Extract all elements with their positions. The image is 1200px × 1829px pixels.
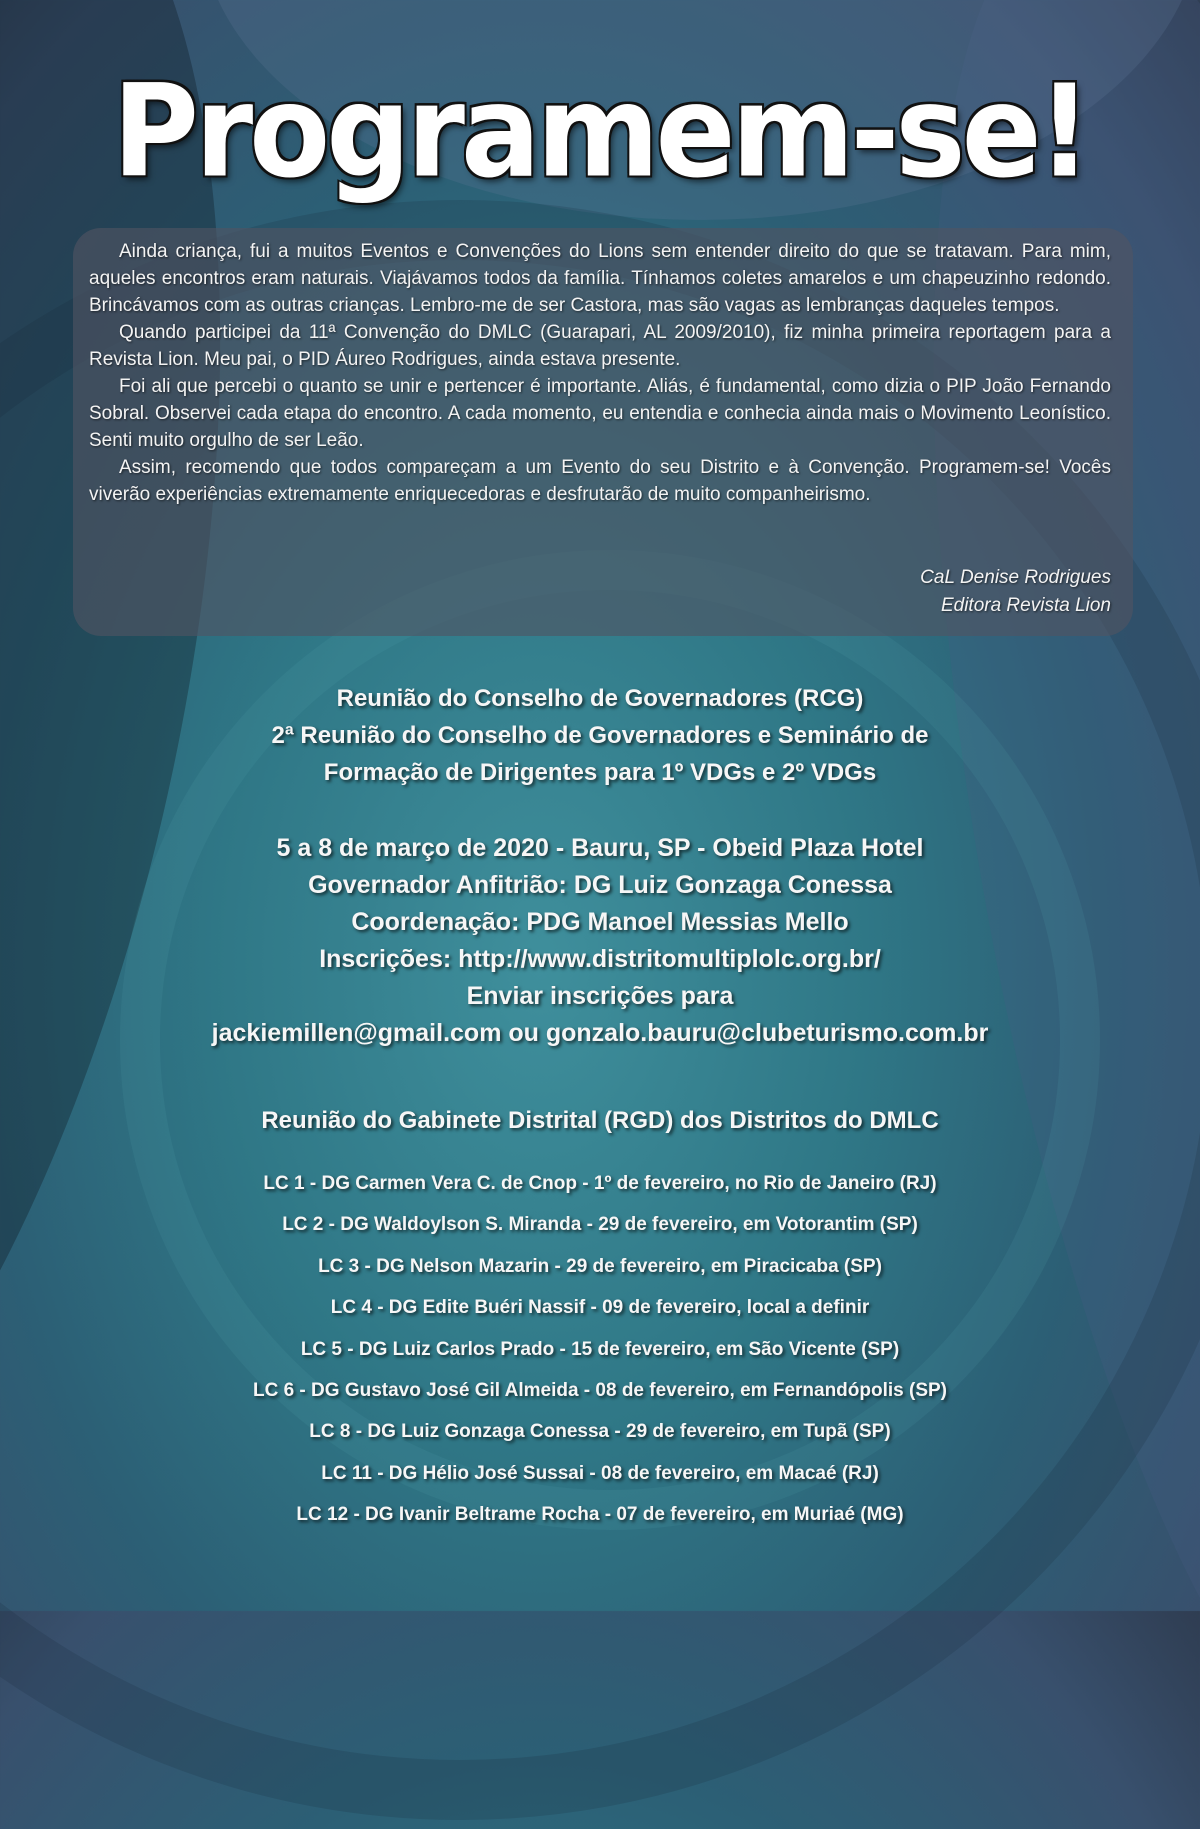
rgd-title: Reunião do Gabinete Distrital (RGD) dos Distritos do DMLC — [261, 1107, 939, 1134]
editorial-paragraph: Assim, recomendo que todos compareçam a um Evento do seu Distrito e à Convenção. Programem-se! Vocês viverão experiências extremamente enriquecedoras e desfrutarão de muito companheirismo. — [89, 457, 1111, 505]
editorial-paragraph: Ainda criança, fui a muitos Eventos e Convenções do Lions sem entender direito do que se tratavam. Para mim, aqueles encontros eram naturais. Viajávamos todos da família. Tínhamos coletes amarelos e um chapeuzinho redondo. Brincávamos com as outras crianças. Lembro-me de ser Castora, mas são vagas as lembranças daqueles tempos. — [89, 241, 1111, 316]
rcg-date-location: 5 a 8 de março de 2020 - Bauru, SP - Obeid Plaza Hotel — [276, 834, 924, 862]
rgd-list-item: LC 3 - DG Nelson Mazarin - 29 de fevereiro, em Piracicaba (SP) — [318, 1255, 882, 1277]
rcg-title-line: 2ª Reunião do Conselho de Governadores e Seminário de — [271, 722, 929, 749]
signature-role: Editora Revista Lion — [940, 595, 1111, 616]
editorial-signature — [920, 564, 1111, 620]
rgd-list-item: LC 6 - DG Gustavo José Gil Almeida - 08 de fevereiro, em Fernandópolis (SP) — [252, 1379, 948, 1401]
rgd-list-item: LC 5 - DG Luiz Carlos Prado - 15 de fevereiro, em São Vicente (SP) — [300, 1338, 900, 1360]
rgd-list-item: LC 11 - DG Hélio José Sussai - 08 de fevereiro, em Macaé (RJ) — [321, 1462, 879, 1484]
rcg-contact-emails[interactable]: jackiemillen@gmail.com ou gonzalo.bauru@clubeturismo.com.br — [211, 1019, 989, 1047]
rgd-list-item: LC 4 - DG Edite Buéri Nassif - 09 de fevereiro, local a definir — [330, 1297, 870, 1319]
editorial-box — [73, 228, 1133, 636]
rcg-title — [0, 680, 1200, 791]
editorial-paragraph: Quando participei da 11ª Convenção do DMLC (Guarapari, AL 2009/2010), fiz minha primeira reportagem para a Revista Lion. Meu pai, o PID Áureo Rodrigues, ainda estava presente. — [89, 322, 1111, 370]
rcg-coordination: Coordenação: PDG Manoel Messias Mello — [351, 908, 849, 936]
rcg-title-line: Formação de Dirigentes para 1º VDGs e 2º VDGs — [323, 759, 877, 786]
rcg-host-governor: Governador Anfitrião: DG Luiz Gonzaga Conessa — [308, 871, 892, 899]
rgd-list-item: LC 2 - DG Waldoylson S. Miranda - 29 de fevereiro, em Votorantim (SP) — [282, 1214, 918, 1236]
rcg-details — [0, 830, 1200, 1052]
rcg-send-registration: Enviar inscrições para — [466, 982, 734, 1010]
rgd-list-item: LC 1 - DG Carmen Vera C. de Cnop - 1º de fevereiro, no Rio de Janeiro (RJ) — [263, 1173, 937, 1194]
rgd-list — [0, 1163, 1200, 1536]
rgd-list-item: LC 12 - DG Ivanir Beltrame Rocha - 07 de fevereiro, em Muriaé (MG) — [296, 1504, 904, 1526]
editorial-paragraph: Foi ali que percebi o quanto se unir e pertencer é importante. Aliás, é fundamental, como dizia o PIP João Fernando Sobral. Observei cada etapa do encontro. A cada momento, eu entendia e conhecia ainda mais o Movimento Leonístico. Senti muito orgulho de ser Leão. — [89, 376, 1111, 451]
rcg-registration-link[interactable]: Inscrições: http://www.distritomultiplolc.org.br/ — [319, 945, 881, 973]
rgd-list-item: LC 8 - DG Luiz Gonzaga Conessa - 29 de fevereiro, em Tupã (SP) — [309, 1421, 891, 1443]
page-headline: Programem-se! — [112, 56, 1088, 206]
signature-name: CaL Denise Rodrigues — [920, 567, 1111, 588]
rcg-title-line: Reunião do Conselho de Governadores (RCG) — [336, 685, 864, 712]
